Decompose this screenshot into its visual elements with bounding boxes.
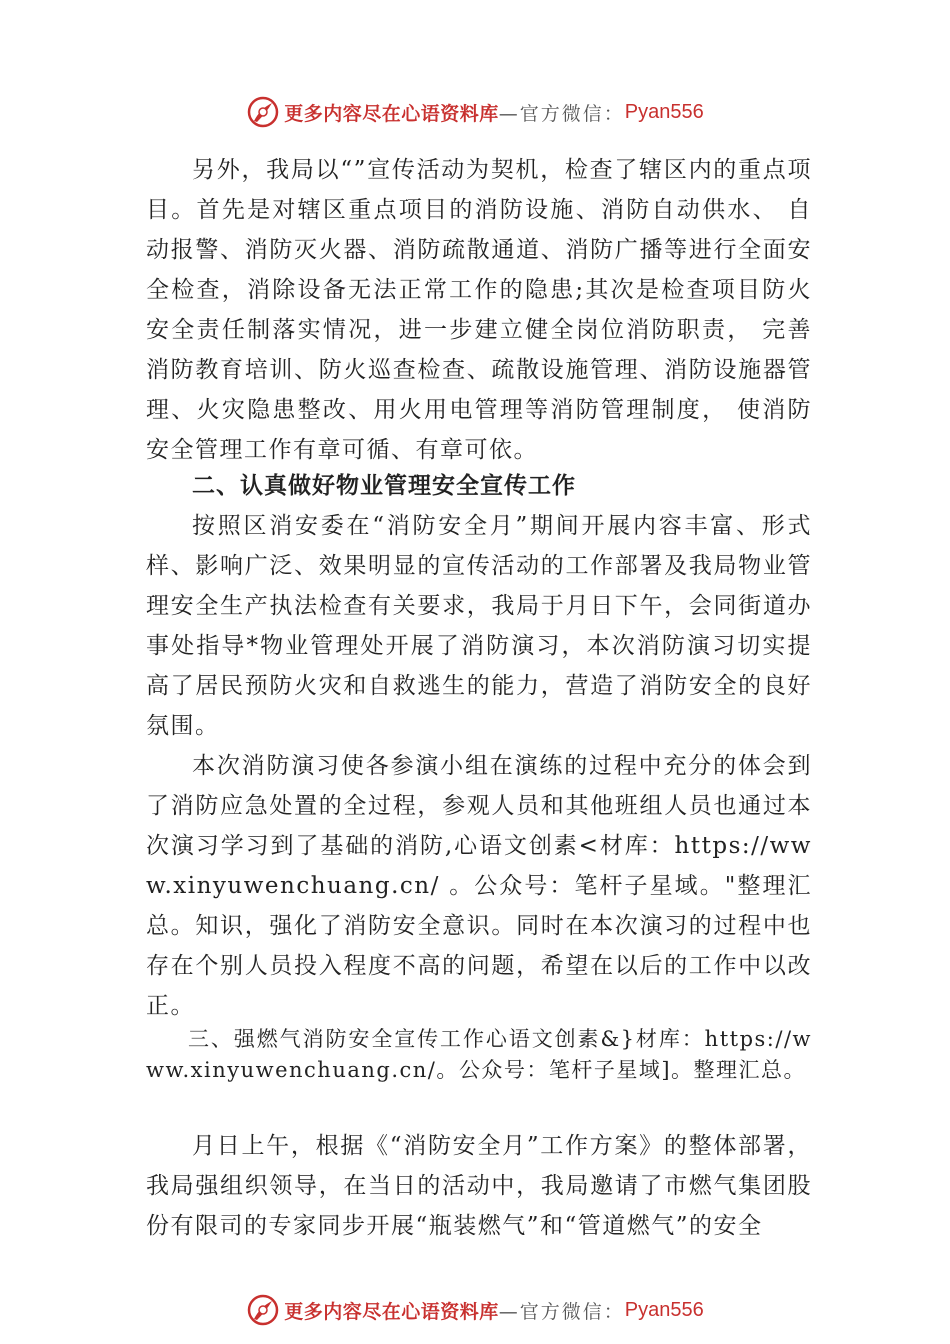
banner-site-name: 更多内容尽在心语资料库: [284, 102, 499, 125]
header-banner: [0, 92, 950, 132]
paragraph-drill-results: 本次消防演习使各参演小组在演练的过程中充分的体会到了消防应急处置的全过程，参观人员和其他班组人员也通过本次演习学习到了基础的消防,心语文创素<材库：https://www.xinyuwenchuang.cn/ 。公众号：笔杆子星域。"整理汇总。知识，强化了消防安全意识。同时在本次演习的过程中也存在个别人员投入程度不高的问题，希望在以后的工作中以改正。: [146, 753, 812, 1019]
section-heading-property-safety: 二、认真做好物业管理安全宣传工作: [192, 473, 576, 499]
section-heading-gas-safety: 三、强燃气消防安全宣传工作心语文创素&}材库：https://www.xinyuwenchuang.cn/。公众号：笔杆子星域]。整理汇总。: [146, 1027, 812, 1082]
paragraph-inspection: 另外，我局以“”宣传活动为契机，检查了辖区内的重点项目。首先是对辖区重点项目的消防设施、消防自动供水、 自动报警、消防灭火器、消防疏散通道、消防广播等进行全面安全检查，消除设备无法正常工作的隐患;其次是检查项目防火安全责任制落实情况，进一步建立健全岗位消防职责， 完善消防教育培训、防火巡查检查、疏散设施管理、消防设施器管理、火灾隐患整改、用火用电管理等消防管理制度， 使消防安全管理工作有章可循、有章可依。: [146, 157, 812, 463]
brush-logo-icon: [246, 95, 280, 129]
paragraph-gas-campaign: 月日上午，根据《“消防安全月”工作方案》的整体部署，我局强组织领导，在当日的活动中，我局邀请了市燃气集团股份有限司的专家同步开展“瓶装燃气”和“管道燃气”的安全: [146, 1133, 812, 1239]
document-body: [146, 150, 812, 1246]
banner-wechat-label: —官方微信：: [498, 102, 625, 125]
banner-wechat-id: Pyan556: [624, 1298, 704, 1321]
banner-wechat-label: —官方微信：: [498, 1300, 625, 1323]
paragraph-fire-drill: 按照区消安委在“消防安全月”期间开展内容丰富、形式样、影响广泛、效果明显的宣传活动的工作部署及我局物业管理安全生产执法检查有关要求，我局于月日下午，会同街道办事处指导*物业管理处开展了消防演习，本次消防演习切实提高了居民预防火灾和自救逃生的能力，营造了消防安全的良好氛围。: [146, 513, 812, 739]
banner-site-name: 更多内容尽在心语资料库: [284, 1300, 499, 1323]
banner-wechat-id: Pyan556: [624, 100, 704, 123]
footer-banner: [0, 1290, 950, 1330]
brush-logo-icon: [246, 1293, 280, 1327]
